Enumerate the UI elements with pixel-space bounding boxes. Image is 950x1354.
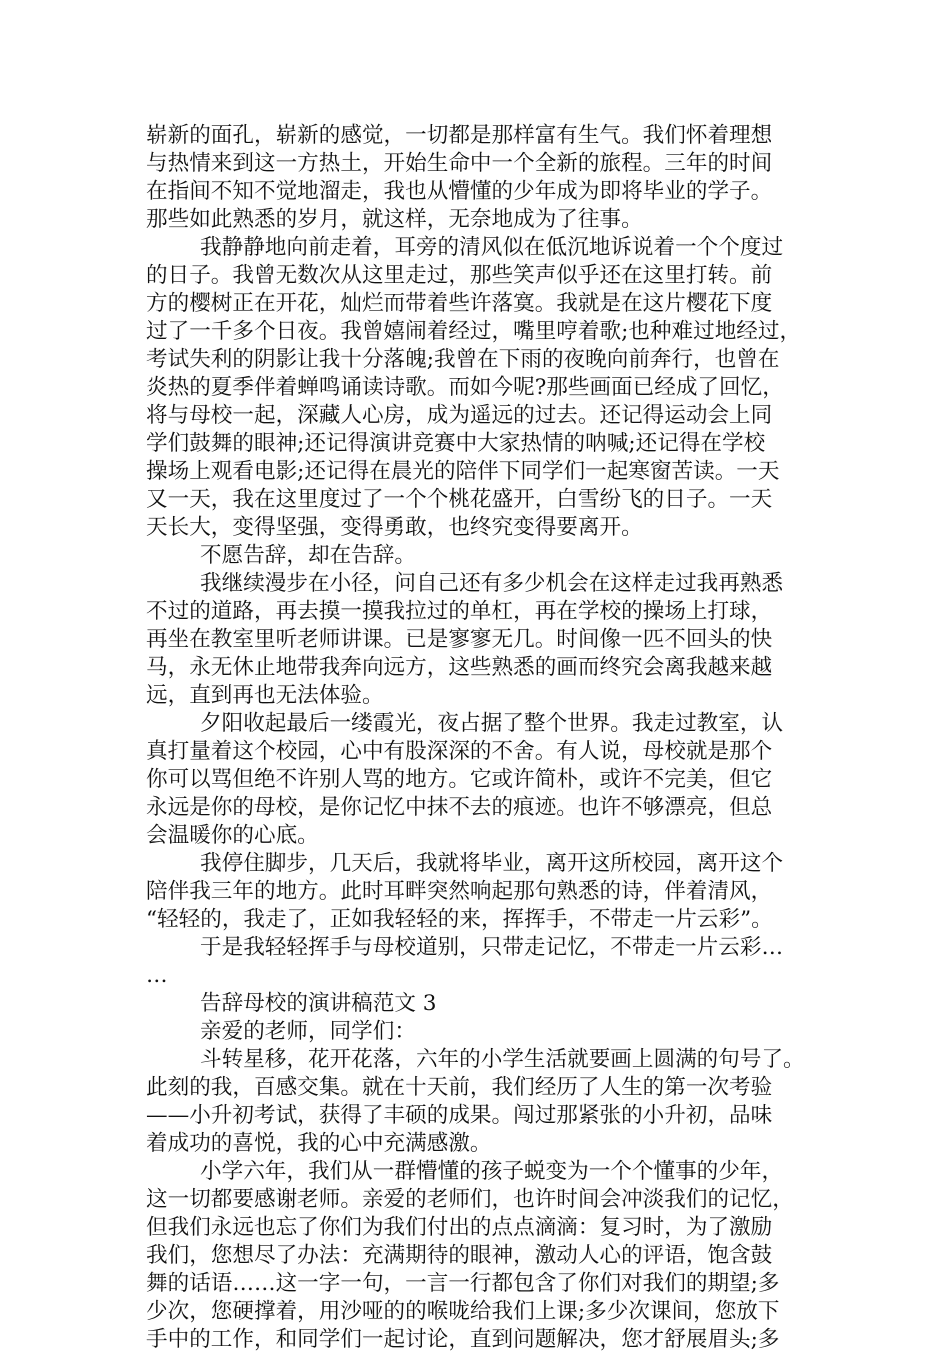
text-line: 手中的工作，和同学们一起讨论，直到问题解决，您才舒展眉头;多 xyxy=(146,1327,780,1352)
text-line: 不愿告辞，却在告辞。 xyxy=(200,543,416,568)
text-line: 那些如此熟悉的岁月，就这样，无奈地成为了往事。 xyxy=(146,207,643,232)
text-line: 马，永无休止地带我奔向远方，这些熟悉的画而终究会离我越来越 xyxy=(146,655,773,680)
text-line: 考试失利的阴影让我十分落魄;我曾在下雨的夜晚向前奔行，也曾在 xyxy=(146,347,780,372)
text-line: 小学六年，我们从一群懵懂的孩子蜕变为一个个懂事的少年， xyxy=(200,1159,784,1184)
text-line: 与热情来到这一方热土，开始生命中一个全新的旅程。三年的时间 xyxy=(146,151,773,176)
text-line: 你可以骂但绝不许别人骂的地方。它或许简朴，或许不完美，但它 xyxy=(146,767,773,792)
text-line: 崭新的面孔，崭新的感觉，一切都是那样富有生气。我们怀着理想 xyxy=(146,123,773,148)
text-line: 炎热的夏季伴着蝉鸣诵读诗歌。而如今呢?那些画面已经成了回忆， xyxy=(146,375,784,400)
text-line: 我们，您想尽了办法：充满期待的眼神，激动人心的评语，饱含鼓 xyxy=(146,1243,773,1268)
text-line: 少次，您硬撑着，用沙哑的的喉咙给我们上课;多少次课间，您放下 xyxy=(146,1299,780,1324)
text-line: 我继续漫步在小径，问自己还有多少机会在这样走过我再熟悉 xyxy=(200,571,784,596)
text-line: 又一天，我在这里度过了一个个桃花盛开，白雪纷飞的日子。一天 xyxy=(146,487,773,512)
text-line: 将与母校一起，深藏人心房，成为遥远的过去。还记得运动会上同 xyxy=(146,403,773,428)
text-line: 远，直到再也无法体验。 xyxy=(146,683,384,708)
text-line: 斗转星移，花开花落，六年的小学生活就要画上圆满的句号了。 xyxy=(200,1047,805,1072)
text-line: 再坐在教室里听老师讲课。已是寥寥无几。时间像一匹不回头的快 xyxy=(146,627,773,652)
text-line: 天长大，变得坚强，变得勇敢，也终究变得要离开。 xyxy=(146,515,643,540)
text-line: 于是我轻轻挥手与母校道别，只带走记忆，不带走一片云彩… xyxy=(200,935,784,960)
document-body xyxy=(146,122,810,1354)
text-line: 告辞母校的演讲稿范文 3 xyxy=(200,991,437,1016)
text-line: 此刻的我，百感交集。就在十天前，我们经历了人生的第一次考验 xyxy=(146,1075,773,1100)
text-line: 着成功的喜悦，我的心中充满感激。 xyxy=(146,1131,492,1156)
text-line: 我停住脚步，几天后，我就将毕业，离开这所校园，离开这个 xyxy=(200,851,784,876)
text-line: 学们鼓舞的眼神;还记得演讲竞赛中大家热情的呐喊;还记得在学校 xyxy=(146,431,766,456)
text-line: 永远是你的母校，是你记忆中抹不去的痕迹。也许不够漂亮，但总 xyxy=(146,795,773,820)
text-line: 夕阳收起最后一缕霞光，夜占据了整个世界。我走过教室，认 xyxy=(200,711,784,736)
text-line: … xyxy=(146,963,168,988)
text-line: 这一切都要感谢老师。亲爱的老师们，也许时间会冲淡我们的记忆， xyxy=(146,1187,794,1212)
text-line: 陪伴我三年的地方。此时耳畔突然响起那句熟悉的诗，伴着清风， xyxy=(146,879,773,904)
text-line: 会温暖你的心底。 xyxy=(146,823,319,848)
text-line: 过了一千多个日夜。我曾嬉闹着经过，嘴里哼着歌;也种难过地经过， xyxy=(146,319,802,344)
text-line: 操场上观看电影;还记得在晨光的陪伴下同学们一起寒窗苦读。一天 xyxy=(146,459,780,484)
text-line: 方的樱树正在开花，灿烂而带着些许落寞。我就是在这片樱花下度 xyxy=(146,291,773,316)
text-line: 亲爱的老师，同学们： xyxy=(200,1019,416,1044)
text-line: 在指间不知不觉地溜走，我也从懵懂的少年成为即将毕业的学子。 xyxy=(146,179,773,204)
text-line: 的日子。我曾无数次从这里走过，那些笑声似乎还在这里打转。前 xyxy=(146,263,773,288)
text-line: ——小升初考试，获得了丰硕的成果。闯过那紧张的小升初，品味 xyxy=(146,1103,773,1128)
text-line: 不过的道路，再去摸一摸我拉过的单杠，再在学校的操场上打球， xyxy=(146,599,773,624)
text-line: 我静静地向前走着，耳旁的清风似在低沉地诉说着一个个度过 xyxy=(200,235,784,260)
text-line: “轻轻的，我走了，正如我轻轻的来，挥挥手，不带走一片云彩”。 xyxy=(146,907,773,932)
text-line: 真打量着这个校园，心中有股深深的不舍。有人说，母校就是那个 xyxy=(146,739,773,764)
text-line: 舞的话语……这一字一句，一言一行都包含了你们对我们的期望;多 xyxy=(146,1271,780,1296)
text-line: 但我们永远也忘了你们为我们付出的点点滴滴：复习时，为了激励 xyxy=(146,1215,773,1240)
